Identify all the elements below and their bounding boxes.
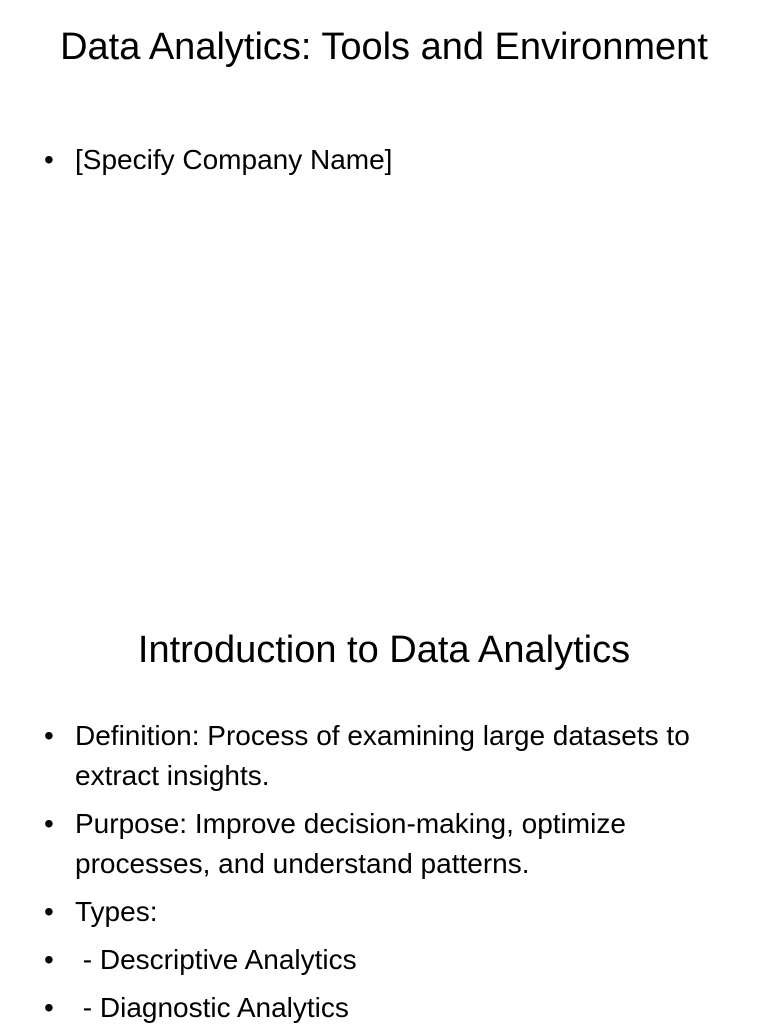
bullet-list: [0, 716, 768, 1024]
bullet-icon: •: [44, 992, 54, 1023]
bullet-text: Definition: Process of examining large datasets to extract insights.: [75, 720, 690, 791]
bullet-icon: •: [44, 808, 54, 839]
bullet-item: [0, 804, 768, 884]
bullet-list: [0, 140, 768, 188]
bullet-item: [0, 892, 768, 932]
bullet-item: [0, 140, 768, 180]
bullet-text: [Specify Company Name]: [75, 144, 393, 175]
bullet-item: [0, 988, 768, 1024]
bullet-icon: •: [44, 896, 54, 927]
bullet-icon: •: [44, 144, 54, 175]
bullet-item: [0, 716, 768, 796]
slide-2: [0, 576, 768, 1024]
bullet-text: - Diagnostic Analytics: [75, 992, 349, 1023]
bullet-text: Purpose: Improve decision-making, optimize processes, and understand patterns.: [75, 808, 626, 879]
bullet-text: Types:: [75, 896, 158, 927]
slide-title: Data Analytics: Tools and Environment: [60, 26, 708, 68]
slide-title: Introduction to Data Analytics: [137, 629, 631, 671]
bullet-item: [0, 940, 768, 980]
bullet-text: - Descriptive Analytics: [75, 944, 357, 975]
bullet-icon: •: [44, 944, 54, 975]
bullet-icon: •: [44, 720, 54, 751]
